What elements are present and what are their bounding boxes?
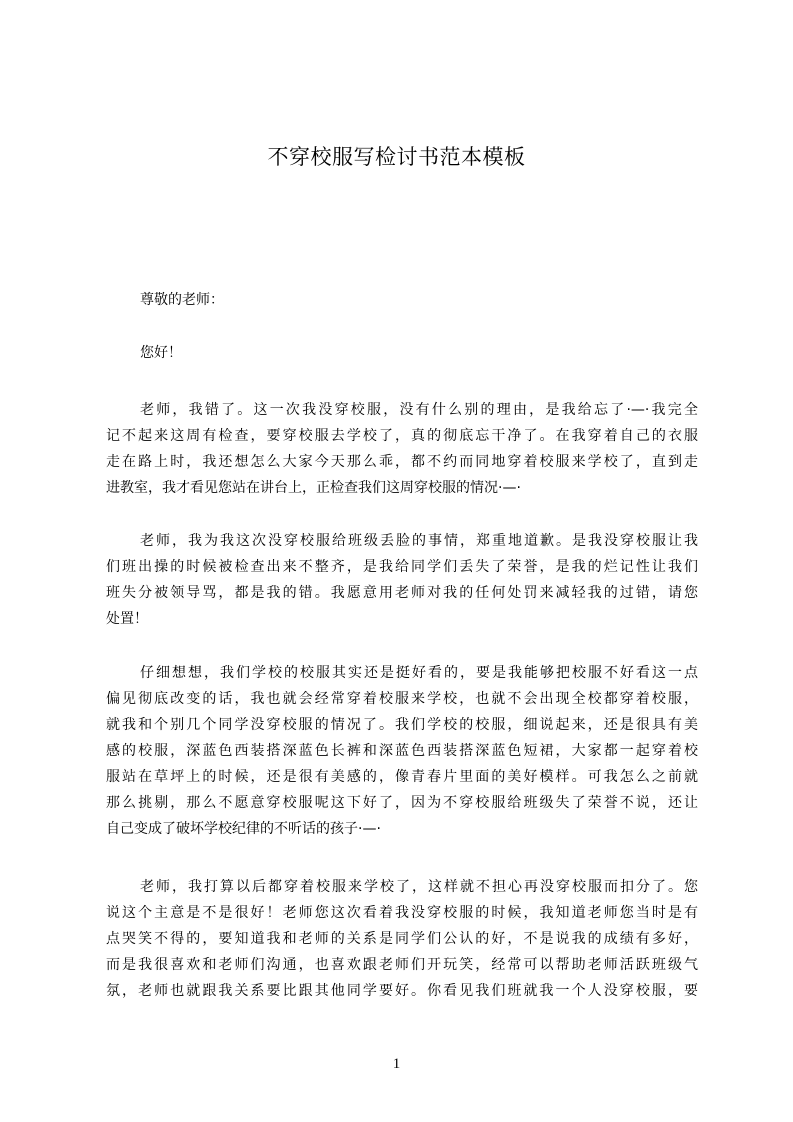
document-title: 不穿校服写检讨书范本模板 xyxy=(267,145,526,169)
paragraph-1-line-4: 进教室，我才看见您站在讲台上，正检查我们这周穿校服的情况·—· xyxy=(106,480,521,496)
paragraph-4-line-1: 老师，我打算以后都穿着校服来学校了，这样就不担心再没穿校服而扣分了。您 xyxy=(140,879,698,895)
greeting: 您好！ xyxy=(140,345,182,361)
paragraph-3-line-4: 感的校服，深蓝色西装搭深蓝色长裤和深蓝色西装搭深蓝色短裙，大家都一起穿着校 xyxy=(106,743,698,759)
paragraph-3-line-2: 偏见彻底改变的话，我也就会经常穿着校服来学校，也就不会出现全校都穿着校服， xyxy=(106,691,698,707)
paragraph-3-line-6: 那么挑剔，那么不愿意穿校服呢这下好了，因为不穿校服给班级失了荣誉不说，还让 xyxy=(106,795,698,811)
page-number: 1 xyxy=(392,1056,401,1072)
paragraph-3-line-7: 自己变成了破坏学校纪律的不听话的孩子·—· xyxy=(106,821,381,837)
paragraph-2-line-3: 班失分被领导骂，都是我的错。我愿意用老师对我的任何处罚来减轻我的过错，请您 xyxy=(106,585,698,601)
salutation: 尊敬的老师： xyxy=(140,292,224,308)
paragraph-3-line-3: 就我和个别几个同学没穿校服的情况了。我们学校的校服，细说起来，还是很具有美 xyxy=(106,717,698,733)
paragraph-1-line-3: 走在路上时，我还想怎么大家今天那么乖，都不约而同地穿着校服来学校了，直到走 xyxy=(106,454,698,470)
paragraph-4-line-5: 氛，老师也就跟我关系要比跟其他同学要好。你看见我们班就我一个人没穿校服，要 xyxy=(106,983,698,999)
paragraph-3-line-5: 服站在草坪上的时候，还是很有美感的，像青春片里面的美好模样。可我怎么之前就 xyxy=(106,769,698,785)
paragraph-4-line-4: 而是我很喜欢和老师们沟通，也喜欢跟老师们开玩笑，经常可以帮助老师活跃班级气 xyxy=(106,957,698,973)
paragraph-4-line-2: 说这个主意是不是很好！老师您这次看着我没穿校服的时候，我知道老师您当时是有 xyxy=(106,905,698,921)
paragraph-2-line-4: 处置！ xyxy=(106,611,148,627)
paragraph-4-line-3: 点哭笑不得的，要知道我和老师的关系是同学们公认的好，不是说我的成绩有多好， xyxy=(106,931,698,947)
paragraph-1-line-1: 老师，我错了。这一次我没穿校服，没有什么别的理由，是我给忘了·—·我完全 xyxy=(140,402,698,418)
paragraph-2-line-1: 老师，我为我这次没穿校服给班级丢脸的事情，郑重地道歉。是我没穿校服让我 xyxy=(140,533,698,549)
paragraph-1-line-2: 记不起来这周有检查，要穿校服去学校了，真的彻底忘干净了。在我穿着自己的衣服 xyxy=(106,428,698,444)
paragraph-3-line-1: 仔细想想，我们学校的校服其实还是挺好看的，要是我能够把校服不好看这一点 xyxy=(140,665,698,681)
paragraph-2-line-2: 们班出操的时候被检查出来不整齐，是我给同学们丢失了荣誉，是我的烂记性让我们 xyxy=(106,559,698,575)
